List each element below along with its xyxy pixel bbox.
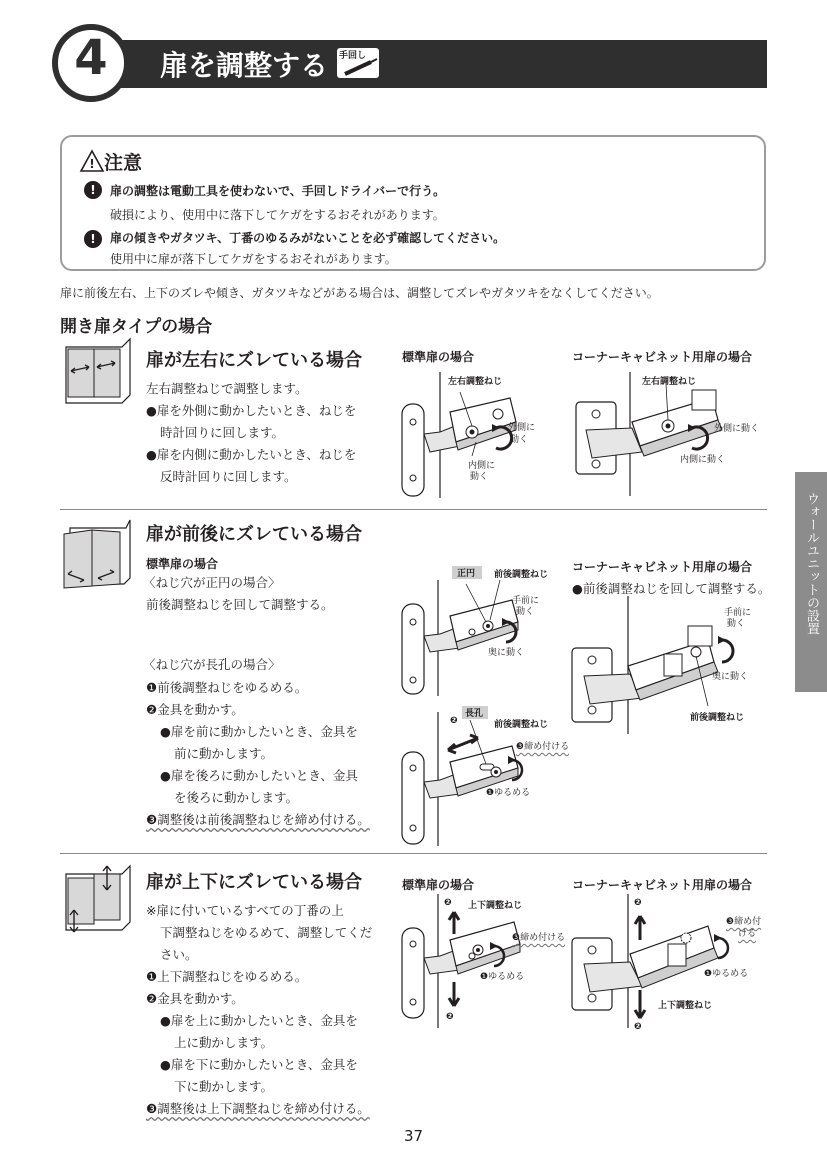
lr-line-4: ●扉を内側に動かしたいとき、ねじを [146, 447, 357, 462]
caution-title: 注意 [104, 152, 143, 174]
fb-step-7: ❸調整後は前後調整ねじを締め付ける。 [146, 812, 370, 827]
page-title: 扉を調整する [160, 49, 329, 82]
long-tag: 長孔 [465, 709, 484, 719]
ud-corner-loosen: ❶ゆるめる [704, 969, 749, 979]
fb-step-4: 前に動かします。 [174, 746, 274, 761]
cabinet-ud-icon [62, 862, 132, 934]
ud-corner-num2-bottom: ❷ [634, 1022, 642, 1032]
fb-std-label: 標準扉の場合 [146, 557, 219, 571]
fb-loosen: ❶ゆるめる [486, 788, 531, 798]
lr-line-2: ●扉を外側に動かしたいとき、ねじを [146, 403, 357, 418]
fb-long-screw-label: 前後調整ねじ [494, 720, 549, 730]
ud-std-screw-label: 上下調整ねじ [468, 901, 523, 911]
lr-std-in-2: 動く [470, 472, 489, 482]
fb-step-2: ❷金具を動かす。 [146, 702, 244, 717]
fb-front-2: 動く [516, 607, 535, 617]
fb-case1-text: 前後調整ねじを回して調整する。 [146, 597, 334, 612]
ud-std-num2-bottom: ❷ [446, 1012, 454, 1022]
fb-corner-front-1: 手前に [724, 608, 752, 618]
caution-item-1-text: 破損により、使用中に落下してケガをするおそれがあります。 [110, 208, 445, 222]
lr-std-screw-label: 左右調整ねじ [448, 377, 503, 387]
round-tag: 正円 [457, 569, 476, 579]
intro-text: 扉に前後左右、上下のズレや傾き、ガタツキなどがある場合は、調整してズレやガタツキをなくしてください。 [60, 286, 659, 300]
ud-line-10: ❸調整後は上下調整ねじを締め付ける。 [146, 1101, 370, 1116]
lr-line-3: 時計回りに回します。 [160, 425, 285, 440]
ud-line-1: ※扉に付いているすべての丁番の上 [146, 903, 344, 918]
ud-line-5: ❷金具を動かす。 [146, 991, 244, 1006]
fb-title: 扉が前後にズレている場合 [146, 524, 362, 545]
lr-corner-out: 外側に動く [714, 424, 760, 434]
ud-std-hinge-illustration [398, 894, 558, 1030]
section-title: 開き扉タイプの場合 [60, 317, 213, 337]
lr-corner-hinge-illustration [572, 372, 772, 500]
ud-line-7: 上に動かします。 [174, 1035, 274, 1050]
fb-corner-front-2: 動く [727, 619, 746, 629]
page-number: 37 [403, 1127, 424, 1145]
lr-corner-in: 内側に動く [680, 455, 726, 465]
ud-line-8: ●扉を下に動かしたいとき、金具を [160, 1057, 358, 1072]
ud-corner-tighten-1: ❸締め付 [726, 917, 762, 927]
lr-std-label: 標準扉の場合 [402, 350, 475, 364]
lr-corner-screw-label: 左右調整ねじ [642, 377, 697, 387]
ud-corner-tighten-2: ける [738, 929, 757, 939]
ud-line-3: さい。 [160, 947, 198, 962]
ud-corner-label: コーナーキャビネット用扉の場合 [572, 878, 753, 892]
fb-step-3: ●扉を前に動かしたいとき、金具を [160, 724, 358, 739]
fb-step-6: を後ろに動かします。 [174, 790, 299, 805]
ud-std-label: 標準扉の場合 [402, 878, 475, 892]
fb-long-hinge-illustration [400, 712, 550, 848]
side-tab-label: ウォールユニットの設置 [804, 492, 819, 635]
section-divider [60, 509, 767, 510]
svg-text:!: ! [89, 157, 95, 171]
lr-corner-label: コーナーキャビネット用扉の場合 [572, 350, 753, 364]
warning-triangle-icon [80, 150, 104, 172]
lr-line-5: 反時計回りに回します。 [160, 469, 297, 484]
step-number: 4 [74, 30, 108, 86]
ud-std-tighten: ❸締め付ける [512, 933, 566, 943]
fb-front-1: 手前に [512, 596, 540, 606]
badge-label: 手回し [339, 51, 367, 61]
ud-line-6: ●扉を上に動かしたいとき、金具を [160, 1013, 358, 1028]
lr-std-out-2: 動く [510, 435, 529, 445]
ud-corner-num2-top: ❷ [634, 898, 642, 908]
fb-corner-back: 奥に動く [712, 672, 749, 682]
ud-std-num2-top: ❷ [444, 898, 452, 908]
fb-case1: 〈ねじ穴が正円の場合〉 [143, 575, 281, 590]
fb-num2: ❷ [450, 716, 458, 726]
fb-back: 奥に動く [488, 648, 525, 658]
fb-step-1: ❶前後調整ねじをゆるめる。 [146, 680, 308, 695]
caution-item-2-text: 使用中に扉が落下してケガをするおそれがあります。 [110, 252, 397, 266]
fb-corner-label: コーナーキャビネット用扉の場合 [572, 560, 753, 574]
fb-tighten: ❸締め付ける [516, 742, 570, 752]
ud-line-2: 下調整ねじをゆるめて、調整してくだ [160, 925, 373, 940]
fb-step-5: ●扉を後ろに動かしたいとき、金具 [160, 768, 358, 783]
section-divider [60, 853, 767, 854]
exclamation-icon: ! [84, 230, 102, 248]
lr-line-1: 左右調整ねじで調整します。 [146, 381, 308, 396]
lr-std-in-1: 内側に [468, 461, 496, 471]
exclamation-icon: ! [84, 181, 102, 199]
caution-item-1-bold: 扉の調整は電動工具を使わないで、手回しドライバーで行う。 [110, 184, 446, 198]
ud-corner-screw-label: 上下調整ねじ [658, 1001, 713, 1011]
lr-std-out-1: 外側に [508, 423, 536, 433]
caution-item-2-bold: 扉の傾きやガタツキ、丁番のゆるみがないことを必ず確認してください。 [110, 231, 506, 245]
lr-title: 扉が左右にズレている場合 [146, 350, 362, 371]
cabinet-lr-icon [62, 337, 132, 407]
fb-corner-text: ●前後調整ねじを回して調整する。 [572, 581, 771, 596]
ud-line-9: 下に動かします。 [174, 1079, 274, 1094]
ud-line-4: ❶上下調整ねじをゆるめる。 [146, 969, 308, 984]
ud-title: 扉が上下にズレている場合 [146, 872, 362, 893]
ud-std-loosen: ❶ゆるめる [480, 972, 525, 982]
fb-corner-screw-label: 前後調整ねじ [690, 713, 745, 723]
fb-case2: 〈ねじ穴が長孔の場合〉 [143, 657, 281, 672]
cabinet-fb-icon [62, 518, 132, 590]
fb-round-screw-label: 前後調整ねじ [494, 570, 549, 580]
